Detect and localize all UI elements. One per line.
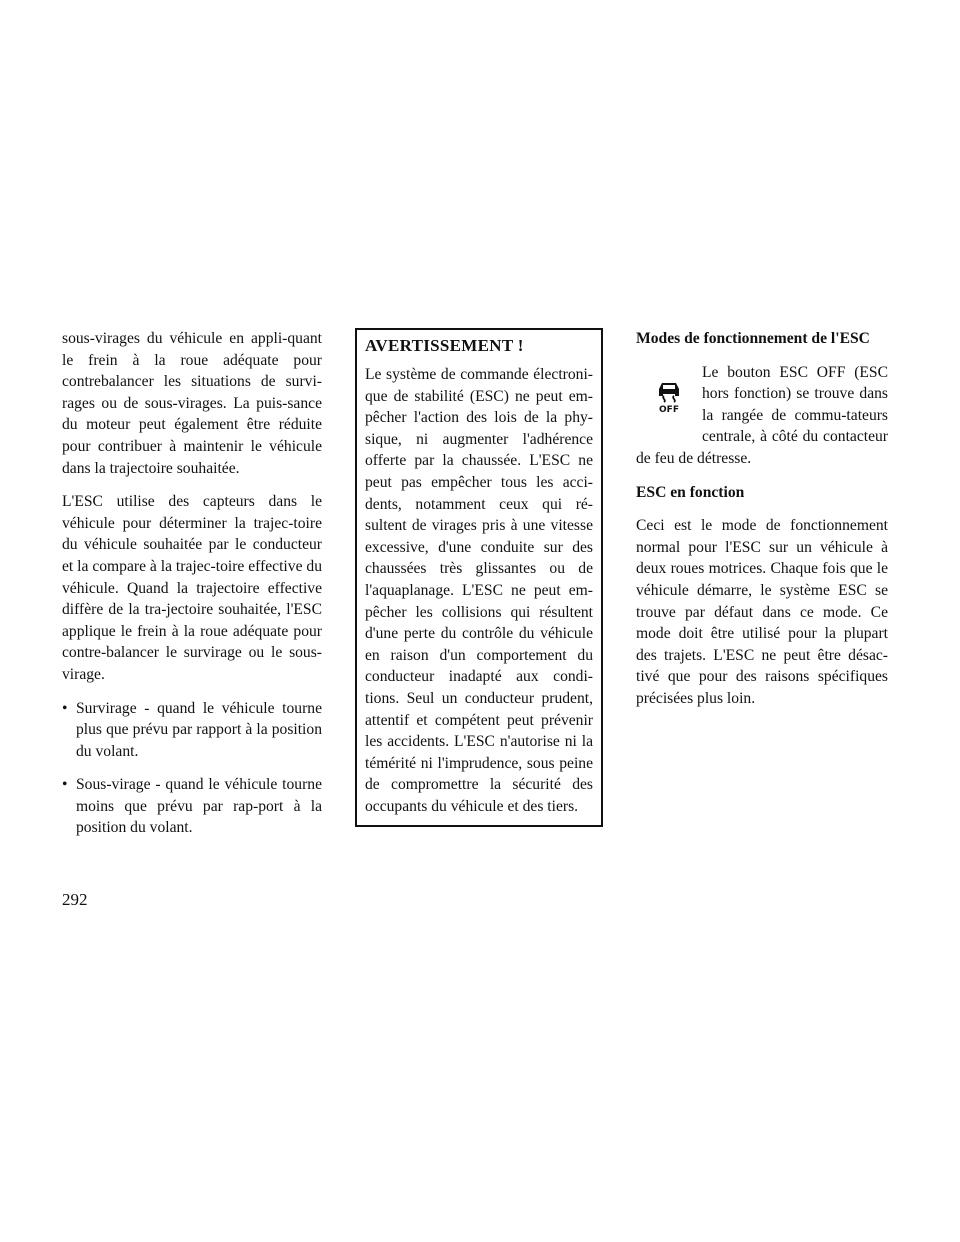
esc-off-icon — [636, 362, 702, 432]
warning-box — [355, 328, 603, 827]
list-item — [62, 774, 322, 839]
paragraph-esc-sensors: L'ESC utilise des capteurs dans le véhicule pour déterminer la trajec-toire du véhicule souhaitée par le conducteur et la compare à la trajec-toire effective du véhicule. Quand la trajectoire effective diffère de la tra-jectoire souhaitée, l'ESC applique le frein à la roue adéquate pour contre-balancer le survirage ou le sous-virage. — [62, 493, 322, 683]
warning-body: Le système de commande électroni-que de stabilité (ESC) ne peut em-pêcher l'action des lois de la phy-sique, ni augmenter l'adhérence offerte par la chaussée. L'ESC ne peut pas empêcher tous les acci-dents, notamment ceux qui ré-sultent de virages pris à une vitesse excessive, d'une conduite sur des chaussées très glissantes ou de l'aquaplanage. L'ESC ne peut em-pêcher les collisions qui résultent d'une perte du contrôle du véhicule en raison d'un comportement du conducteur inadapté aux condi-tions. Seul un conducteur prudent, attentif et compétent peut prévenir les accidents. L'ESC n'autorise ni la témérité ni l'imprudence, sous peine de compromettre la sécurité des occupants du véhicule et des tiers. — [365, 366, 593, 815]
paragraph-esc-on: Ceci est le mode de fonctionnement normal pour l'ESC sur un véhicule à deux roues motrices. Chaque fois que le véhicule démarre, le système ESC se trouve par défaut dans ce mode. Ce mode doit être utilisé pour la plupart des trajets. L'ESC ne peut être désac-tivé que pour des raisons spécifiques précisées plus loin. — [636, 517, 888, 707]
column-right — [636, 328, 888, 722]
bullet-text-survirage: Survirage - quand le véhicule tourne plus que prévu par rapport à la position du volant. — [76, 699, 322, 760]
heading-esc-on: ESC en fonction — [636, 483, 745, 501]
section-title: Modes de fonctionnement de l'ESC — [636, 330, 870, 347]
esc-off-button-description — [636, 362, 888, 470]
bullet-text-sous-virage: Sous-virage - quand le véhicule tourne moins que prévu par rap-port à la position du volant. — [76, 776, 322, 837]
bullet-icon: • — [62, 699, 68, 717]
warning-title: AVERTISSEMENT ! — [365, 336, 524, 355]
bullet-list — [62, 698, 322, 840]
paragraph-oversteer-intro: sous-virages du véhicule en appli-quant le frein à la roue adéquate pour contrebalancer les situations de survi-rages ou de sous-virages. La puis-sance du moteur peut également être réduite pour contribuer à maintenir le véhicule dans la trajectoire souhaitée. — [62, 330, 322, 477]
esc-off-text: Le bouton ESC OFF (ESC hors fonction) se trouve dans la rangée de commu-tateurs centrale, à côté du contacteur de feu de détresse. — [636, 363, 888, 467]
list-item — [62, 698, 322, 763]
column-middle — [355, 328, 603, 827]
bullet-icon: • — [62, 776, 68, 794]
esc-off-icon-label: OFF — [659, 404, 679, 414]
page-number: 292 — [62, 890, 88, 909]
column-left — [62, 328, 322, 851]
